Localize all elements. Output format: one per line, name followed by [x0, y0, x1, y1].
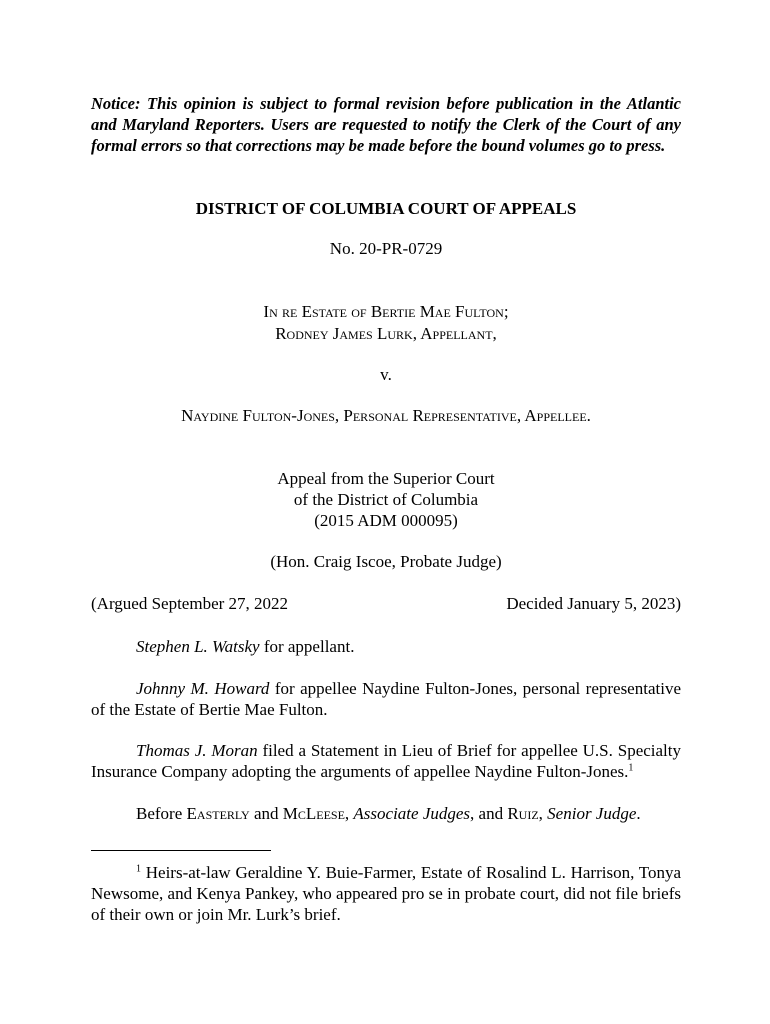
appeal-line-2: of the District of Columbia	[293, 490, 479, 509]
footnote-text: Heirs-at-law Geraldine Y. Buie-Farmer, Estate of Rosalind L. Harrison, Tonya Newsome, and Kenya Pankey, who appeared pro se in probate court, did not file briefs of their own or join Mr. Lurk’s brief.	[91, 863, 681, 924]
appellant-counsel-name: Stephen L. Watsky	[136, 637, 260, 656]
panel-title-1: Associate Judges	[353, 804, 471, 823]
counsel-statement	[91, 740, 681, 782]
footnote-divider	[91, 850, 271, 851]
opinion-page	[91, 0, 681, 1024]
panel-judge-1: Easterly	[186, 804, 250, 823]
footnote-reference: 1	[628, 762, 634, 774]
trial-judge: (Hon. Craig Iscoe, Probate Judge)	[270, 552, 502, 571]
counsel-appellant	[91, 636, 681, 657]
statement-counsel-name: Thomas J. Moran	[136, 741, 258, 760]
footnote	[91, 862, 681, 925]
panel-title-2: Senior Judge	[547, 804, 637, 823]
appeal-line-1: Appeal from the Superior Court	[277, 469, 495, 488]
publication-notice: Notice: This opinion is subject to formal revision before publication in the Atlantic and Maryland Reporters. Users are requested to notify the Clerk of the Court of any formal errors so that corrections may be made before the bound volumes go to press.	[91, 94, 681, 155]
decided-date: Decided January 5, 2023)	[506, 594, 681, 613]
argument-dates	[91, 594, 681, 614]
caption-versus: v.	[380, 365, 392, 384]
panel-before: Before	[136, 804, 187, 823]
caption-line-3: Naydine Fulton-Jones, Personal Representative, Appellee.	[181, 406, 591, 425]
caption-line-2: Rodney James Lurk, Appellant,	[275, 324, 497, 343]
panel-judge-3: Ruiz	[507, 804, 539, 823]
appeal-line-3: (2015 ADM 000095)	[314, 511, 458, 530]
panel-period: .	[636, 804, 641, 823]
argued-date: (Argued September 27, 2022	[91, 594, 289, 613]
panel-and-1: and	[249, 804, 283, 823]
statement-counsel-role: filed a Statement in Lieu of Brief for appellee U.S. Specialty Insurance Company adopting the arguments of appellee Naydine Fulton-Jones.	[91, 741, 681, 781]
panel-line	[91, 803, 681, 824]
appellant-counsel-role: for appellant.	[259, 637, 355, 656]
caption-line-1: In re Estate of Bertie Mae Fulton;	[263, 302, 509, 321]
footnote-number: 1	[136, 863, 141, 875]
appellee-counsel-name: Johnny M. Howard	[136, 679, 270, 698]
counsel-appellee	[91, 678, 681, 720]
panel-comma-2: ,	[538, 804, 548, 823]
panel-and-2: , and	[470, 804, 508, 823]
panel-judge-2: McLeese	[282, 804, 345, 823]
court-name: DISTRICT OF COLUMBIA COURT OF APPEALS	[195, 199, 577, 218]
panel-comma-1: ,	[344, 804, 354, 823]
appellee-counsel-role: for appellee Naydine Fulton-Jones, personal representative of the Estate of Bertie Mae Fulton.	[91, 679, 681, 719]
docket-number: No. 20-PR-0729	[329, 239, 443, 258]
